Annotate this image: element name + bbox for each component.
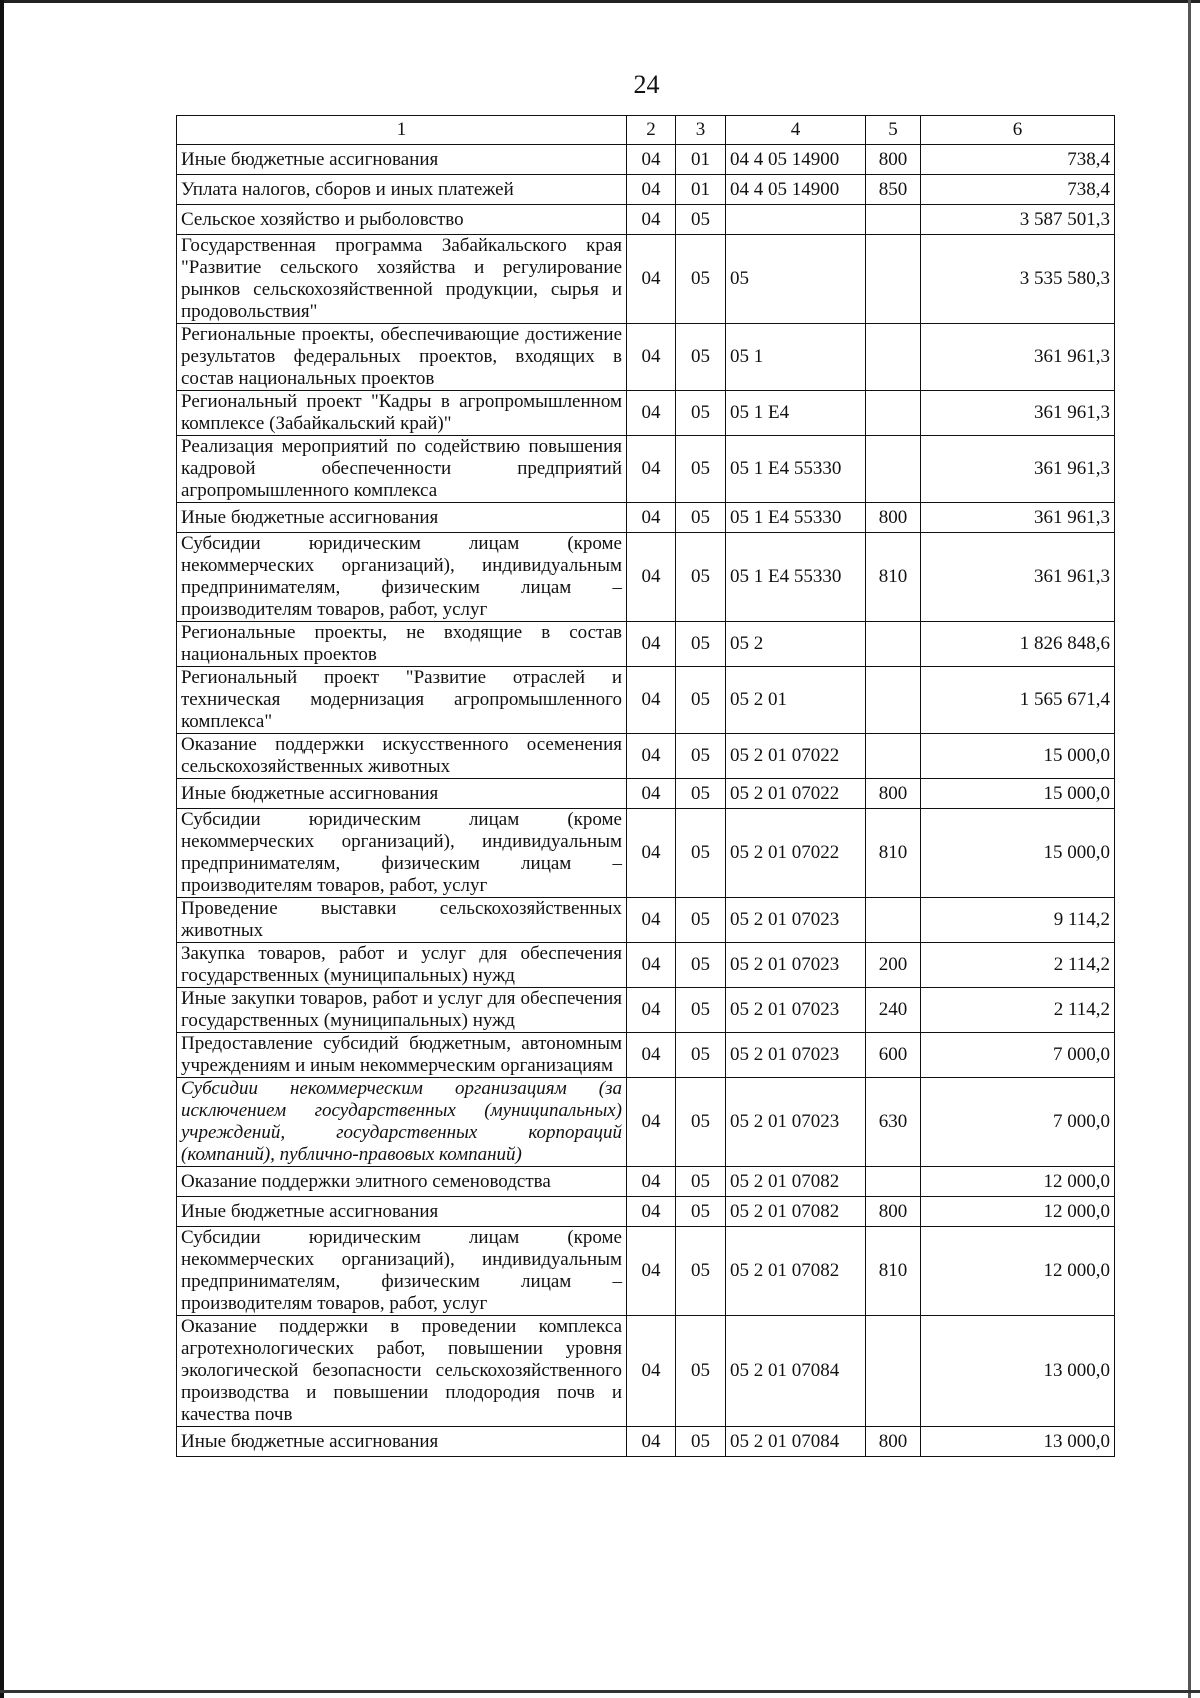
expense-type-code: 800: [866, 1427, 921, 1457]
item-name: Проведение выставки сельскохозяйственных животных: [177, 898, 627, 943]
header-cell: 4: [726, 116, 866, 145]
header-cell: 3: [676, 116, 726, 145]
target-article-code: 04 4 05 14900: [726, 175, 866, 205]
item-name: Региональный проект "Кадры в агропромышленном комплексе (Забайкальский край)": [177, 391, 627, 436]
expense-type-code: 800: [866, 1197, 921, 1227]
subsection-code: 05: [676, 205, 726, 235]
table-row: [177, 622, 1115, 667]
table-row: [177, 391, 1115, 436]
subsection-code: 05: [676, 503, 726, 533]
section-code: 04: [627, 1427, 676, 1457]
section-code: 04: [627, 324, 676, 391]
section-code: 04: [627, 533, 676, 622]
item-name: Оказание поддержки в проведении комплекса агротехнологических работ, повышении уровня экологической безопасности сельскохозяйственного производства и повышении плодородия почв и качества почв: [177, 1316, 627, 1427]
expense-type-code: [866, 1316, 921, 1427]
table-row: [177, 1167, 1115, 1197]
table-row: [177, 235, 1115, 324]
target-article-code: 05 2 01 07084: [726, 1427, 866, 1457]
amount: 7 000,0: [921, 1033, 1115, 1078]
subsection-code: 05: [676, 988, 726, 1033]
table-row: [177, 1227, 1115, 1316]
amount: 2 114,2: [921, 988, 1115, 1033]
amount: 361 961,3: [921, 391, 1115, 436]
section-code: 04: [627, 734, 676, 779]
subsection-code: 05: [676, 1078, 726, 1167]
expense-type-code: [866, 235, 921, 324]
expense-type-code: 810: [866, 809, 921, 898]
table-row: [177, 1078, 1115, 1167]
subsection-code: 05: [676, 779, 726, 809]
table-row: [177, 988, 1115, 1033]
amount: 361 961,3: [921, 503, 1115, 533]
section-code: 04: [627, 898, 676, 943]
section-code: 04: [627, 391, 676, 436]
item-name: Уплата налогов, сборов и иных платежей: [177, 175, 627, 205]
expense-type-code: [866, 205, 921, 235]
target-article-code: 05 2 01 07023: [726, 943, 866, 988]
expense-type-code: [866, 324, 921, 391]
section-code: 04: [627, 1197, 676, 1227]
subsection-code: 05: [676, 943, 726, 988]
expense-type-code: 810: [866, 1227, 921, 1316]
subsection-code: 05: [676, 898, 726, 943]
subsection-code: 05: [676, 1427, 726, 1457]
header-cell: 6: [921, 116, 1115, 145]
item-name: Иные бюджетные ассигнования: [177, 1197, 627, 1227]
target-article-code: 05 2 01 07022: [726, 809, 866, 898]
amount: 15 000,0: [921, 779, 1115, 809]
subsection-code: 05: [676, 734, 726, 779]
page-number: 24: [633, 70, 660, 99]
section-code: 04: [627, 436, 676, 503]
subsection-code: 05: [676, 622, 726, 667]
item-name: Иные бюджетные ассигнования: [177, 779, 627, 809]
item-name: Закупка товаров, работ и услуг для обеспечения государственных (муниципальных) нужд: [177, 943, 627, 988]
item-name: Оказание поддержки элитного семеноводства: [177, 1167, 627, 1197]
scan-border-bottom: [0, 1690, 1200, 1693]
item-name: Иные закупки товаров, работ и услуг для обеспечения государственных (муниципальных) нужд: [177, 988, 627, 1033]
header-cell: 5: [866, 116, 921, 145]
subsection-code: 05: [676, 1316, 726, 1427]
expense-type-code: [866, 622, 921, 667]
target-article-code: 05 2 01 07023: [726, 1033, 866, 1078]
section-code: 04: [627, 503, 676, 533]
amount: 12 000,0: [921, 1197, 1115, 1227]
item-name: Сельское хозяйство и рыболовство: [177, 205, 627, 235]
section-code: 04: [627, 809, 676, 898]
item-name: Предоставление субсидий бюджетным, автономным учреждениям и иным некоммерческим организациям: [177, 1033, 627, 1078]
amount: 3 535 580,3: [921, 235, 1115, 324]
item-name: Субсидии юридическим лицам (кроме некоммерческих организаций), индивидуальным предпринимателям, физическим лицам – производителям товаров, работ, услуг: [177, 533, 627, 622]
target-article-code: 05 1 Е4: [726, 391, 866, 436]
subsection-code: 05: [676, 324, 726, 391]
expense-type-code: [866, 436, 921, 503]
target-article-code: 05 2 01 07084: [726, 1316, 866, 1427]
subsection-code: 05: [676, 667, 726, 734]
item-name: Региональные проекты, не входящие в состав национальных проектов: [177, 622, 627, 667]
amount: 361 961,3: [921, 324, 1115, 391]
budget-table-body: [177, 116, 1115, 1457]
section-code: 04: [627, 1167, 676, 1197]
amount: 738,4: [921, 145, 1115, 175]
item-name: Субсидии юридическим лицам (кроме некоммерческих организаций), индивидуальным предпринимателям, физическим лицам – производителям товаров, работ, услуг: [177, 809, 627, 898]
section-code: 04: [627, 205, 676, 235]
amount: 1 826 848,6: [921, 622, 1115, 667]
amount: 13 000,0: [921, 1427, 1115, 1457]
subsection-code: 05: [676, 533, 726, 622]
table-row: [177, 533, 1115, 622]
amount: 3 587 501,3: [921, 205, 1115, 235]
amount: 13 000,0: [921, 1316, 1115, 1427]
item-name: Оказание поддержки искусственного осеменения сельскохозяйственных животных: [177, 734, 627, 779]
amount: 2 114,2: [921, 943, 1115, 988]
subsection-code: 05: [676, 1197, 726, 1227]
expense-type-code: 850: [866, 175, 921, 205]
expense-type-code: 800: [866, 503, 921, 533]
section-code: 04: [627, 1078, 676, 1167]
section-code: 04: [627, 622, 676, 667]
amount: 9 114,2: [921, 898, 1115, 943]
item-name: Иные бюджетные ассигнования: [177, 503, 627, 533]
expense-type-code: 600: [866, 1033, 921, 1078]
amount: 15 000,0: [921, 734, 1115, 779]
section-code: 04: [627, 667, 676, 734]
item-name: Иные бюджетные ассигнования: [177, 1427, 627, 1457]
table-row: [177, 175, 1115, 205]
subsection-code: 05: [676, 391, 726, 436]
scan-border-left: [0, 0, 4, 1698]
subsection-code: 01: [676, 145, 726, 175]
section-code: 04: [627, 1033, 676, 1078]
section-code: 04: [627, 779, 676, 809]
amount: 7 000,0: [921, 1078, 1115, 1167]
subsection-code: 05: [676, 436, 726, 503]
amount: 361 961,3: [921, 533, 1115, 622]
subsection-code: 05: [676, 1167, 726, 1197]
amount: 12 000,0: [921, 1227, 1115, 1316]
table-row: [177, 809, 1115, 898]
amount: 738,4: [921, 175, 1115, 205]
item-name: Иные бюджетные ассигнования: [177, 145, 627, 175]
target-article-code: 05 2 01 07023: [726, 988, 866, 1033]
header-cell: 2: [627, 116, 676, 145]
section-code: 04: [627, 1227, 676, 1316]
section-code: 04: [627, 175, 676, 205]
budget-table: [176, 115, 1115, 1457]
item-name: Субсидии некоммерческим организациям (за исключением государственных (муниципальных) учреждений, государственных корпораций (компаний), публично-правовых компаний): [177, 1078, 627, 1167]
target-article-code: 05 1: [726, 324, 866, 391]
target-article-code: 05 1 Е4 55330: [726, 533, 866, 622]
section-code: 04: [627, 1316, 676, 1427]
subsection-code: 05: [676, 235, 726, 324]
target-article-code: 05: [726, 235, 866, 324]
table-row: [177, 898, 1115, 943]
expense-type-code: [866, 734, 921, 779]
section-code: 04: [627, 235, 676, 324]
table-row: [177, 436, 1115, 503]
item-name: Региональный проект "Развитие отраслей и техническая модернизация агропромышленного комплекса": [177, 667, 627, 734]
table-row: [177, 943, 1115, 988]
target-article-code: 05 2: [726, 622, 866, 667]
target-article-code: 05 1 Е4 55330: [726, 503, 866, 533]
expense-type-code: 630: [866, 1078, 921, 1167]
item-name: Региональные проекты, обеспечивающие достижение результатов федеральных проектов, входящих в состав национальных проектов: [177, 324, 627, 391]
scan-border-top: [0, 0, 1200, 3]
expense-type-code: 800: [866, 145, 921, 175]
section-code: 04: [627, 943, 676, 988]
section-code: 04: [627, 988, 676, 1033]
target-article-code: 05 2 01 07023: [726, 898, 866, 943]
table-row: [177, 1427, 1115, 1457]
table-row: [177, 324, 1115, 391]
amount: 15 000,0: [921, 809, 1115, 898]
table-row: [177, 205, 1115, 235]
header-row: [177, 116, 1115, 145]
target-article-code: 05 2 01 07082: [726, 1227, 866, 1316]
table-row: [177, 1316, 1115, 1427]
scan-border-right: [1188, 0, 1191, 1698]
table-row: [177, 145, 1115, 175]
subsection-code: 05: [676, 1033, 726, 1078]
amount: 12 000,0: [921, 1167, 1115, 1197]
expense-type-code: 810: [866, 533, 921, 622]
amount: 361 961,3: [921, 436, 1115, 503]
expense-type-code: 200: [866, 943, 921, 988]
expense-type-code: [866, 667, 921, 734]
subsection-code: 01: [676, 175, 726, 205]
target-article-code: 05 2 01 07022: [726, 779, 866, 809]
table-row: [177, 1197, 1115, 1227]
target-article-code: 04 4 05 14900: [726, 145, 866, 175]
target-article-code: 05 1 Е4 55330: [726, 436, 866, 503]
item-name: Реализация мероприятий по содействию повышения кадровой обеспеченности предприятий агропромышленного комплекса: [177, 436, 627, 503]
header-cell: 1: [177, 116, 627, 145]
target-article-code: 05 2 01 07082: [726, 1197, 866, 1227]
amount: 1 565 671,4: [921, 667, 1115, 734]
target-article-code: 05 2 01 07023: [726, 1078, 866, 1167]
expense-type-code: 800: [866, 779, 921, 809]
table-row: [177, 667, 1115, 734]
expense-type-code: [866, 1167, 921, 1197]
target-article-code: 05 2 01: [726, 667, 866, 734]
table-row: [177, 779, 1115, 809]
subsection-code: 05: [676, 809, 726, 898]
table-row: [177, 503, 1115, 533]
item-name: Государственная программа Забайкальского края "Развитие сельского хозяйства и регулирование рынков сельскохозяйственной продукции, сырья и продовольствия": [177, 235, 627, 324]
target-article-code: 05 2 01 07022: [726, 734, 866, 779]
section-code: 04: [627, 145, 676, 175]
expense-type-code: [866, 898, 921, 943]
table-row: [177, 734, 1115, 779]
expense-type-code: [866, 391, 921, 436]
target-article-code: 05 2 01 07082: [726, 1167, 866, 1197]
expense-type-code: 240: [866, 988, 921, 1033]
target-article-code: [726, 205, 866, 235]
item-name: Субсидии юридическим лицам (кроме некоммерческих организаций), индивидуальным предпринимателям, физическим лицам – производителям товаров, работ, услуг: [177, 1227, 627, 1316]
subsection-code: 05: [676, 1227, 726, 1316]
table-row: [177, 1033, 1115, 1078]
